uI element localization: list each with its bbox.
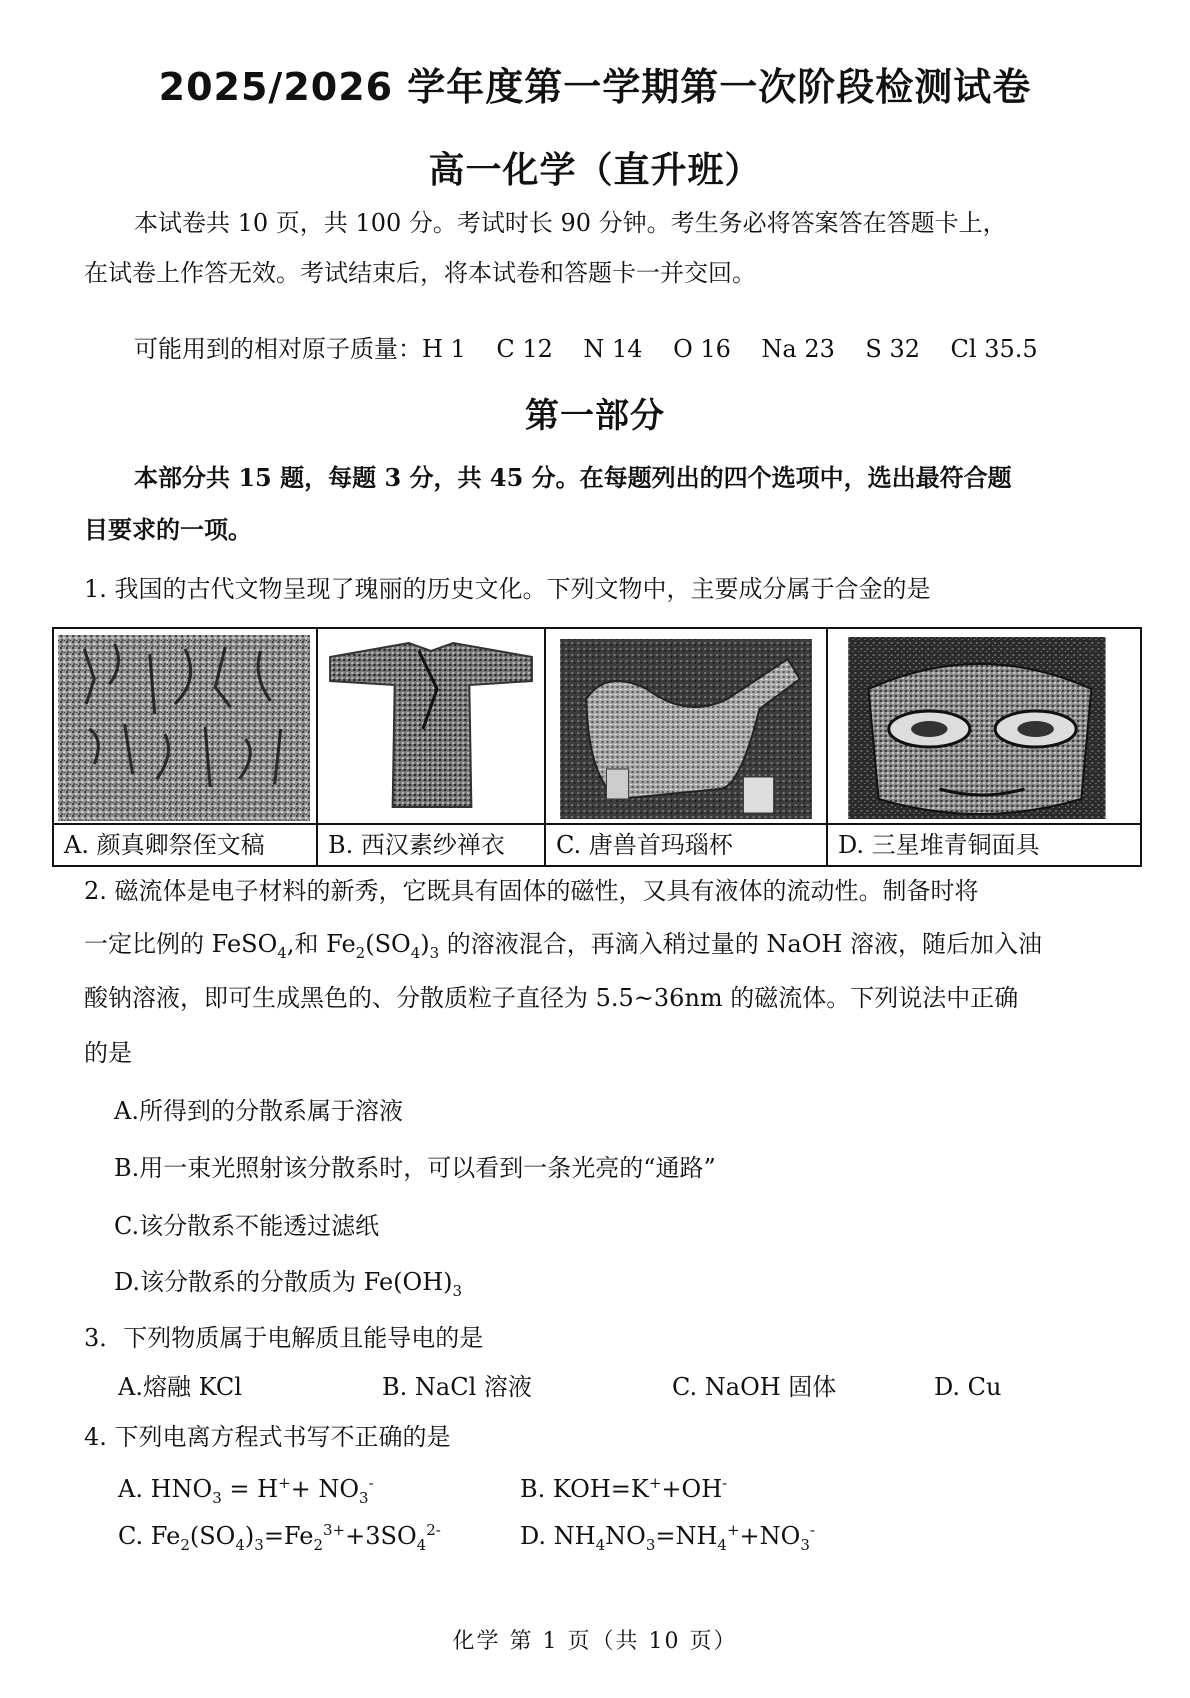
exam-title: 2025/2026 学年度第一学期第一次阶段检测试卷 xyxy=(158,65,1032,109)
q3-option-b: B. NaCl 溶液 xyxy=(382,1373,532,1401)
q2-option-a: A.所得到的分散系属于溶液 xyxy=(114,1097,403,1125)
silk-robe-image xyxy=(318,629,544,825)
q2-option-b: B.用一束光照射该分散系时，可以看到一条光亮的“通路” xyxy=(114,1154,716,1182)
q3-option-a: A.熔融 KCl xyxy=(118,1373,242,1401)
intro-line-1: 本试卷共 10 页，共 100 分。考试时长 90 分钟。考生务必将答案答在答题卡上， xyxy=(134,209,1007,237)
q2-line-2: 一定比例的 FeSO$_4$,和 $Fe_2(SO_4)_3$ 的溶液混合，再滴入稍过量的 NaOH 溶液，随后加入油 xyxy=(84,930,1042,962)
page-footer: 化学 第 1 页（共 10 页） xyxy=(452,1629,738,1654)
q1-option-a xyxy=(54,629,318,865)
q1-option-c-label: C. 唐兽首玛瑙杯 xyxy=(546,823,826,865)
q1-stem: 1. 我国的古代文物呈现了瑰丽的历史文化。下列文物中，主要成分属于合金的是 xyxy=(84,575,931,603)
q1-option-d xyxy=(828,629,1140,865)
q3-stem: 3．下列物质属于电解质且能导电的是 xyxy=(84,1324,484,1352)
q1-figure-table xyxy=(52,627,1142,867)
part-desc-1: 本部分共 15 题，每题 3 分，共 45 分。在每题列出的四个选项中，选出最符合题 xyxy=(134,463,1012,492)
q1-option-b xyxy=(318,629,546,865)
q2-line-3: 酸钠溶液，即可生成黑色的、分散质粒子直径为 5.5~36nm 的磁流体。下列说法中正确 xyxy=(84,984,1019,1012)
q2-line-1: 2. 磁流体是电子材料的新秀，它既具有固体的磁性，又具有液体的流动性。制备时将 xyxy=(84,877,979,905)
part-desc-2: 目要求的一项。 xyxy=(84,515,252,544)
q4-stem: 4. 下列电离方程式书写不正确的是 xyxy=(84,1423,451,1451)
q1-option-c xyxy=(546,629,828,865)
q4-option-d: D. $NH_4NO_3=NH_4^++NO_3^-$ xyxy=(520,1521,815,1554)
q1-option-d-label: D. 三星堆青铜面具 xyxy=(828,823,1140,865)
exam-subtitle: 高一化学（直升班） xyxy=(428,150,762,191)
agate-cup-image xyxy=(546,629,826,825)
q4-option-b: B. KOH=K++OH- xyxy=(520,1474,728,1503)
part-heading: 第一部分 xyxy=(525,396,665,436)
calligraphy-image xyxy=(54,629,316,825)
q2-line-4: 的是 xyxy=(84,1039,132,1067)
q3-option-d: D. Cu xyxy=(934,1373,1002,1401)
q4-option-a: A. $HNO_3 = H^++ NO_3^-$ xyxy=(118,1474,374,1507)
q3-option-c: C. NaOH 固体 xyxy=(672,1373,837,1401)
q1-option-a-label: A. 颜真卿祭侄文稿 xyxy=(54,823,316,865)
q2-option-d: D.该分散系的分散质为 $Fe(OH)_3$ xyxy=(114,1268,463,1300)
intro-line-2: 在试卷上作答无效。考试结束后，将本试卷和答题卡一并交回。 xyxy=(84,259,756,287)
atomic-masses: 可能用到的相对原子质量：H 1 C 12 N 14 O 16 Na 23 S 32 Cl 35.5 xyxy=(134,335,1038,363)
q2-option-c: C.该分散系不能透过滤纸 xyxy=(114,1212,380,1240)
q4-option-c: C. $Fe_2(SO_4)_3=Fe_2^{3+}+3SO_4^{2-}$ xyxy=(118,1521,441,1554)
q1-option-b-label: B. 西汉素纱禅衣 xyxy=(318,823,544,865)
bronze-mask-image xyxy=(828,629,1140,825)
